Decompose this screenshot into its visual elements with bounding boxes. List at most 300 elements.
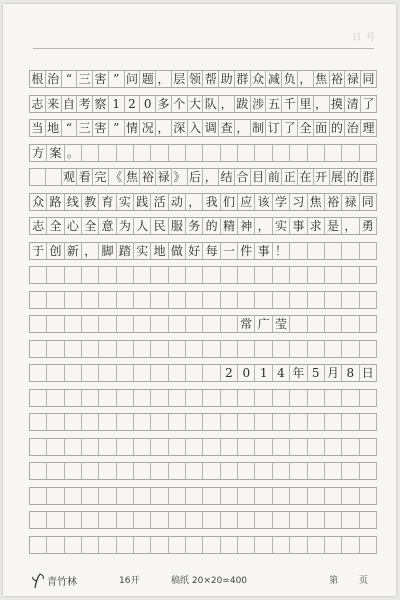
grid-cell [203, 439, 220, 455]
handwritten-char: 群 [361, 169, 377, 185]
handwritten-char: 为 [117, 218, 134, 234]
handwritten-char: 多 [156, 96, 172, 112]
handwritten-char: 裕 [325, 194, 342, 210]
grid-cell [360, 243, 377, 259]
handwritten-char: 禄 [345, 71, 361, 87]
handwritten-char: 1 [109, 96, 125, 112]
grid-cell [151, 512, 168, 528]
grid-cell [169, 463, 186, 479]
handwritten-char: 禄 [342, 194, 359, 210]
handwritten-char: 合 [235, 169, 251, 185]
grid-cell [99, 488, 116, 504]
paper-size-label: 16开 [119, 576, 140, 586]
grid-cell [238, 390, 255, 406]
grid-cell [186, 512, 203, 528]
grid-cell [203, 316, 220, 332]
grid-cell [290, 439, 307, 455]
handwritten-char: 心 [65, 218, 82, 234]
handwritten-char: 踏 [117, 243, 134, 259]
handwritten-char: 实 [273, 218, 290, 234]
grid-cell [99, 292, 116, 308]
text-line-row [29, 119, 377, 137]
grid-cell [99, 316, 116, 332]
grid-cell [360, 414, 377, 430]
grid-cell [342, 316, 359, 332]
handwritten-char: 日 [360, 365, 377, 381]
handwritten-char: 学 [273, 194, 290, 210]
grid-cell [325, 267, 342, 283]
grid-cell [30, 537, 47, 553]
grid-cell [169, 537, 186, 553]
handwritten-char: 4 [273, 365, 290, 381]
grid-cell [255, 341, 272, 357]
grid-cell [134, 292, 151, 308]
handwritten-char: 清 [345, 96, 361, 112]
handwritten-char: 勇 [360, 218, 377, 234]
grid-cell [290, 316, 307, 332]
grid-cell [308, 341, 325, 357]
grid-cell [65, 537, 82, 553]
grid-cell [203, 537, 220, 553]
handwritten-char: 调 [203, 120, 219, 136]
grid-cell [30, 463, 47, 479]
handwritten-char: 根 [30, 71, 46, 87]
grid-cell [117, 365, 134, 381]
grid-cell [342, 145, 359, 161]
handwritten-char: 》 [172, 169, 188, 185]
handwritten-char: 的 [345, 169, 361, 185]
handwritten-char: ” [109, 71, 125, 87]
handwritten-char: 地 [46, 120, 62, 136]
grid-cell [186, 463, 203, 479]
handwritten-char: 禄 [156, 169, 172, 185]
grid-cell [151, 414, 168, 430]
handwritten-char: 千 [282, 96, 298, 112]
grid-cell [255, 267, 272, 283]
text-line-row [29, 70, 377, 88]
grid-cell [325, 537, 342, 553]
grid-cell [290, 243, 307, 259]
grid-cell [221, 390, 238, 406]
grid-cell [117, 341, 134, 357]
grid-cell [325, 243, 342, 259]
handwritten-char: 面 [314, 120, 330, 136]
handwritten-char: 件 [238, 243, 255, 259]
grid-cell [342, 341, 359, 357]
grid-cell [47, 463, 64, 479]
grid-cell [99, 512, 116, 528]
grid-cell [342, 463, 359, 479]
handwritten-char: 脚 [99, 243, 116, 259]
grid-cell [65, 414, 82, 430]
grid-cell [169, 267, 186, 283]
paper-spec-label: 稿纸 20×20=400 [171, 576, 248, 586]
grid-cell [82, 341, 99, 357]
grid-cell [134, 267, 151, 283]
grid-cell [82, 145, 99, 161]
grid-cell [342, 390, 359, 406]
grid-cell [117, 537, 134, 553]
grid-cell [203, 463, 220, 479]
grid-cell [186, 488, 203, 504]
handwritten-char: 完 [93, 169, 109, 185]
grid-cell [99, 463, 116, 479]
grid-cell [221, 439, 238, 455]
handwritten-char: 结 [219, 169, 235, 185]
grid-cell [221, 316, 238, 332]
grid-row [29, 462, 377, 480]
grid-cell [325, 463, 342, 479]
handwritten-char: 的 [203, 218, 220, 234]
handwritten-char: 2 [125, 96, 141, 112]
handwritten-char: 个 [172, 96, 188, 112]
handwritten-char: ， [219, 96, 235, 112]
grid-cell [290, 267, 307, 283]
grid-cell [325, 439, 342, 455]
grid-cell [30, 512, 47, 528]
grid-cell [238, 537, 255, 553]
grid-cell [169, 316, 186, 332]
grid-cell [290, 463, 307, 479]
grid-cell [342, 243, 359, 259]
signature-row [29, 315, 377, 333]
grid-cell [134, 537, 151, 553]
grid-cell [308, 512, 325, 528]
grid-cell [255, 390, 272, 406]
handwritten-char: 展 [330, 169, 346, 185]
grid-cell [117, 316, 134, 332]
grid-cell [134, 463, 151, 479]
handwritten-char: 同 [361, 71, 377, 87]
handwritten-char: 1 [255, 365, 272, 381]
handwritten-char: ， [186, 194, 203, 210]
grid-cell [308, 439, 325, 455]
handwritten-char: 育 [99, 194, 116, 210]
grid-cell [65, 292, 82, 308]
handwritten-char: 做 [169, 243, 186, 259]
grid-cell [221, 292, 238, 308]
grid-cell [47, 341, 64, 357]
grid-cell [47, 316, 64, 332]
handwritten-char: ， [82, 243, 99, 259]
handwritten-char: 众 [30, 194, 47, 210]
handwritten-char: 志 [30, 96, 46, 112]
handwritten-char: 深 [172, 120, 188, 136]
grid-cell [238, 145, 255, 161]
grid-cell [273, 341, 290, 357]
grid-cell [151, 390, 168, 406]
handwritten-char: 帮 [203, 71, 219, 87]
grid-cell [273, 488, 290, 504]
handwritten-char: 考 [77, 96, 93, 112]
handwritten-char: 莹 [273, 316, 290, 332]
grid-cell [99, 267, 116, 283]
handwritten-char: 群 [235, 71, 251, 87]
grid-cell [273, 512, 290, 528]
grid-cell [308, 267, 325, 283]
grid-cell [360, 439, 377, 455]
grid-cell [186, 439, 203, 455]
grid-cell [82, 365, 99, 381]
grid-cell [325, 341, 342, 357]
grid-cell [30, 341, 47, 357]
grid-cell [325, 390, 342, 406]
grid-cell [47, 365, 64, 381]
handwritten-char: ， [156, 71, 172, 87]
grid-cell [308, 488, 325, 504]
grid-cell [117, 390, 134, 406]
grid-cell [82, 439, 99, 455]
handwritten-char: 涉 [251, 96, 267, 112]
handwritten-char: 教 [82, 194, 99, 210]
grid-cell [255, 537, 272, 553]
handwritten-char: 开 [314, 169, 330, 185]
grid-cell [221, 488, 238, 504]
grid-cell [342, 414, 359, 430]
handwritten-char: 常 [238, 316, 255, 332]
handwritten-char: 当 [30, 120, 46, 136]
handwritten-char: 制 [251, 120, 267, 136]
grid-cell [134, 414, 151, 430]
handwritten-char: 前 [266, 169, 282, 185]
grid-cell [47, 292, 64, 308]
grid-cell [65, 390, 82, 406]
grid-row [29, 536, 377, 554]
handwritten-char: 助 [219, 71, 235, 87]
header-rule [33, 48, 374, 49]
grid-cell [134, 488, 151, 504]
grid-cell [151, 341, 168, 357]
handwritten-char: “ [62, 71, 78, 87]
grid-cell [30, 488, 47, 504]
grid-cell [360, 537, 377, 553]
grid-cell [290, 390, 307, 406]
handwritten-char: 众 [251, 71, 267, 87]
grid-cell [151, 439, 168, 455]
grid-cell [186, 414, 203, 430]
grid-cell [82, 267, 99, 283]
grid-cell [151, 463, 168, 479]
handwritten-char: 动 [169, 194, 186, 210]
grid-row [29, 266, 377, 284]
handwritten-char: 来 [46, 96, 62, 112]
grid-cell [65, 439, 82, 455]
grid-cell [308, 537, 325, 553]
handwritten-char: ， [342, 218, 359, 234]
handwritten-char: ， [203, 169, 219, 185]
grid-cell [221, 414, 238, 430]
grid-cell [255, 292, 272, 308]
handwritten-char: 我 [203, 194, 220, 210]
grid-cell [360, 512, 377, 528]
handwritten-char: 实 [117, 194, 134, 210]
grid-cell [308, 145, 325, 161]
text-line-row [29, 193, 377, 211]
header-mark: 日 号 [352, 33, 376, 43]
grid-cell [238, 512, 255, 528]
grid-cell [99, 390, 116, 406]
grid-cell [342, 439, 359, 455]
grid-cell [342, 537, 359, 553]
grid-cell [99, 439, 116, 455]
grid-cell [151, 365, 168, 381]
grid-cell [273, 537, 290, 553]
grid-cell [30, 390, 47, 406]
grid-cell [82, 537, 99, 553]
handwritten-char: 了 [361, 96, 377, 112]
handwritten-char: 裕 [330, 71, 346, 87]
handwritten-char: 同 [360, 194, 377, 210]
grid-cell [360, 292, 377, 308]
grid-cell [290, 488, 307, 504]
grid-cell [221, 463, 238, 479]
grid-cell [203, 488, 220, 504]
grid-cell [255, 145, 272, 161]
handwritten-char: 查 [219, 120, 235, 136]
grid-cell [186, 267, 203, 283]
grid-cell [186, 145, 203, 161]
handwritten-char: 月 [325, 365, 342, 381]
handwritten-char: 。 [65, 145, 82, 161]
handwritten-char: ， [314, 96, 330, 112]
handwritten-char: 害 [93, 71, 109, 87]
grid-cell [82, 390, 99, 406]
handwritten-char: 事 [290, 218, 307, 234]
grid-cell [360, 316, 377, 332]
grid-cell [203, 267, 220, 283]
grid-cell [308, 292, 325, 308]
grid-cell [238, 292, 255, 308]
grid-cell [238, 341, 255, 357]
grid-cell [308, 316, 325, 332]
grid-cell [47, 537, 64, 553]
handwritten-char: 精 [221, 218, 238, 234]
grid-cell [360, 341, 377, 357]
grid-cell [134, 145, 151, 161]
page-number-label: 第 页 [329, 576, 368, 586]
grid-cell [169, 488, 186, 504]
handwritten-char: 习 [290, 194, 307, 210]
grid-cell [203, 292, 220, 308]
handwritten-char: 领 [188, 71, 204, 87]
handwritten-char: 事 [255, 243, 272, 259]
handwritten-char: 全 [298, 120, 314, 136]
grid-cell [47, 439, 64, 455]
handwritten-char: 层 [172, 71, 188, 87]
grid-cell [47, 267, 64, 283]
handwritten-char: 情 [125, 120, 141, 136]
grid-row [29, 340, 377, 358]
grid-cell [134, 316, 151, 332]
handwritten-char: 是 [325, 218, 342, 234]
handwritten-char: 在 [298, 169, 314, 185]
grid-cell [169, 145, 186, 161]
handwritten-char: 该 [255, 194, 272, 210]
grid-cell [169, 292, 186, 308]
handwritten-char: ， [156, 120, 172, 136]
grid-cell [273, 463, 290, 479]
handwritten-char: 观 [62, 169, 78, 185]
grid-cell [30, 439, 47, 455]
handwritten-char: 焦 [314, 71, 330, 87]
grid-cell [99, 341, 116, 357]
grid-cell [203, 145, 220, 161]
grid-cell [221, 341, 238, 357]
grid-row [29, 438, 377, 456]
handwritten-char: 神 [238, 218, 255, 234]
handwritten-char: 自 [62, 96, 78, 112]
grid-cell [273, 267, 290, 283]
grid-cell [360, 488, 377, 504]
handwritten-char: 了 [282, 120, 298, 136]
grid-cell [290, 537, 307, 553]
manuscript-grid [29, 70, 377, 562]
grid-cell [30, 292, 47, 308]
handwritten-char: 应 [238, 194, 255, 210]
grid-cell [65, 365, 82, 381]
handwritten-char: 好 [186, 243, 203, 259]
grid-cell [117, 512, 134, 528]
handwritten-char: ， [235, 120, 251, 136]
handwritten-char: 实 [134, 243, 151, 259]
grid-cell [238, 267, 255, 283]
grid-cell [255, 488, 272, 504]
handwritten-char: 8 [342, 365, 359, 381]
grid-cell [151, 292, 168, 308]
grid-cell [82, 488, 99, 504]
grid-cell [134, 390, 151, 406]
handwritten-char: 订 [266, 120, 282, 136]
grid-cell [30, 414, 47, 430]
grid-cell [255, 463, 272, 479]
grid-cell [82, 512, 99, 528]
grid-cell [82, 316, 99, 332]
grid-cell [342, 292, 359, 308]
grid-cell [273, 414, 290, 430]
grid-cell [325, 316, 342, 332]
grid-cell [221, 512, 238, 528]
handwritten-char: 一 [221, 243, 238, 259]
grid-cell [169, 512, 186, 528]
grid-cell [82, 414, 99, 430]
handwritten-char: 题 [140, 71, 156, 87]
grid-cell [308, 243, 325, 259]
handwritten-char: 于 [30, 243, 47, 259]
handwritten-char: ， [255, 218, 272, 234]
grid-row [29, 291, 377, 309]
grid-cell [186, 365, 203, 381]
text-line-row [29, 217, 377, 235]
handwritten-char: 看 [77, 169, 93, 185]
grid-cell [238, 414, 255, 430]
handwritten-char: 跋 [235, 96, 251, 112]
handwritten-char: 每 [203, 243, 220, 259]
grid-cell [82, 463, 99, 479]
grid-cell [238, 488, 255, 504]
brand-logo-text: 青竹林 [47, 577, 77, 588]
grid-cell [325, 414, 342, 430]
handwritten-char: 大 [188, 96, 204, 112]
grid-cell [169, 341, 186, 357]
handwritten-char: 目 [251, 169, 267, 185]
handwritten-char: “ [62, 120, 78, 136]
handwritten-char: 广 [255, 316, 272, 332]
handwritten-char: 问 [125, 71, 141, 87]
grid-cell [30, 267, 47, 283]
handwritten-char: 务 [186, 218, 203, 234]
grid-cell [360, 145, 377, 161]
handwritten-char: 路 [47, 194, 64, 210]
